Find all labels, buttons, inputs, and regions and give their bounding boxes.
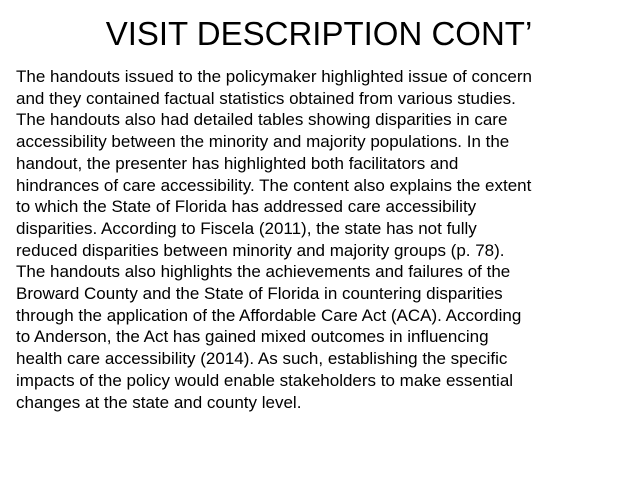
body-line: and they contained factual statistics obtained from various studies. (16, 88, 516, 108)
body-line: The handouts also had detailed tables showing disparities in care (16, 110, 508, 130)
body-line: The handouts also highlights the achievements and failures of the (16, 262, 511, 282)
body-line: The handouts issued to the policymaker highlighted issue of concern (16, 67, 532, 86)
body-line: disparities. According to Fiscela (2011), the state has not fully (16, 218, 477, 238)
body-line: changes at the state and county level. (16, 392, 302, 412)
slide-title: VISIT DESCRIPTION CONT’ (105, 15, 533, 52)
body-line: impacts of the policy would enable stakeholders to make essential (16, 370, 514, 390)
body-line: to which the State of Florida has addressed care accessibility (16, 197, 477, 217)
body-line: handout, the presenter has highlighted both facilitators and (16, 153, 459, 173)
body-line: to Anderson, the Act has gained mixed outcomes in influencing (16, 327, 489, 347)
body-line: through the application of the Affordable Care Act (ACA). According (16, 305, 522, 325)
slide-body (16, 66, 628, 413)
body-line: reduced disparities between minority and majority groups (p. 78). (16, 240, 505, 260)
body-line: accessibility between the minority and majority populations. In the (16, 132, 510, 152)
body-line: hindrances of care accessibility. The content also explains the extent (16, 175, 532, 195)
body-line: health care accessibility (2014). As such, establishing the specific (16, 349, 508, 369)
body-line: Broward County and the State of Florida in countering disparities (16, 284, 503, 304)
